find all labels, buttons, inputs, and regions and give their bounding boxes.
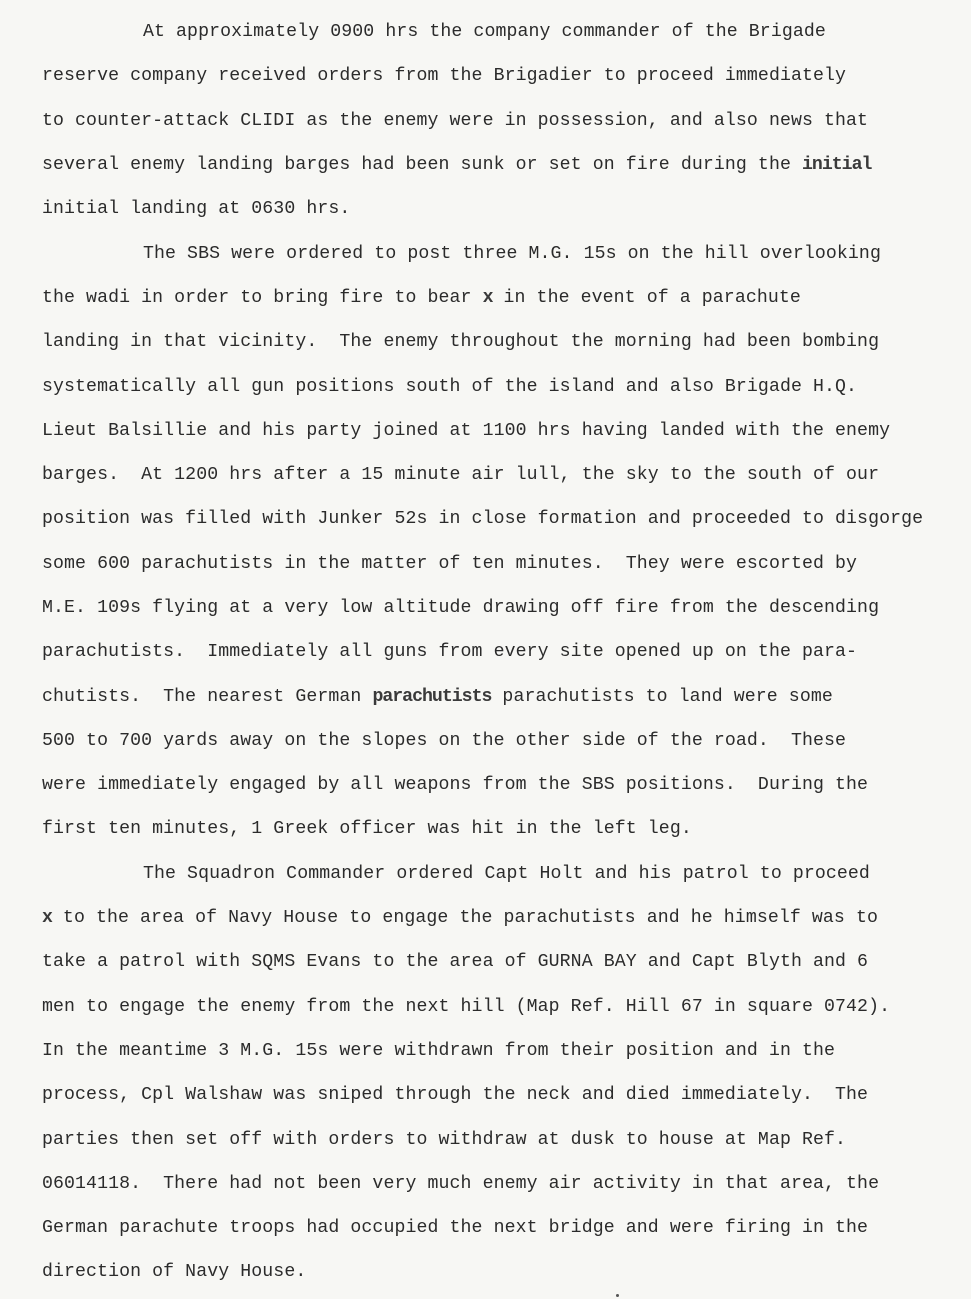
text-line: were immediately engaged by all weapons from the SBS positions. During the <box>42 775 869 796</box>
text-line: process, Cpl Walshaw was sniped through the neck and died immediately. The <box>42 1085 869 1106</box>
text-line: M.E. 109s flying at a very low altitude drawing off fire from the descending <box>42 598 880 618</box>
text-line: landing in that vicinity. The enemy throughout the morning had been bombing <box>42 332 880 353</box>
text-line: chutists. The nearest German parachutists parachutists to land were some <box>42 674 942 718</box>
struck-out-text: initial <box>802 155 872 176</box>
text-line: x to the area of Navy House to engage the parachutists and he himself was to <box>42 896 942 940</box>
text-line: In the meantime 3 M.G. 15s were withdrawn from their position and in the <box>42 1040 836 1061</box>
struck-out-text: parachutists <box>372 686 492 707</box>
document-body <box>42 10 942 1295</box>
text-line: 500 to 700 yards away on the slopes on the other side of the road. These <box>42 730 847 751</box>
paper-speck <box>616 1294 619 1297</box>
text-line: barges. At 1200 hrs after a 15 minute air lull, the sky to the south of our <box>42 465 880 486</box>
text-line: direction of Navy House. <box>42 1262 307 1283</box>
text-line: parachutists. Immediately all guns from every site opened up on the para- <box>42 642 858 663</box>
text-line: The SBS were ordered to post three M.G. 15s on the hill overlooking <box>143 243 881 264</box>
text-line: to counter-attack CLIDI as the enemy were in possession, and also news that <box>42 110 869 131</box>
text-line: 06014118. There had not been very much enemy air activity in that area, the <box>42 1173 880 1194</box>
text-line: take a patrol with SQMS Evans to the area of GURNA BAY and Capt Blyth and 6 <box>42 952 869 973</box>
text-line: position was filled with Junker 52s in close formation and proceeded to disgorge <box>42 509 924 530</box>
text-line: first ten minutes, 1 Greek officer was hit in the left leg. <box>42 819 692 840</box>
text-line: At approximately 0900 hrs the company commander of the Brigade <box>143 22 826 43</box>
text-line: some 600 parachutists in the matter of ten minutes. They were escorted by <box>42 553 858 574</box>
text-line: initial landing at 0630 hrs. <box>42 199 351 220</box>
text-line: parties then set off with orders to withdraw at dusk to house at Map Ref. <box>42 1129 847 1150</box>
text-line: systematically all gun positions south of the island and also Brigade H.Q. <box>42 376 858 397</box>
text-line: several enemy landing barges had been sunk or set on fire during the initial <box>42 143 942 187</box>
text-line: men to engage the enemy from the next hill (Map Ref. Hill 67 in square 0742). <box>42 996 891 1017</box>
struck-out-text: x <box>482 287 493 308</box>
text-line: The Squadron Commander ordered Capt Holt and his patrol to proceed <box>143 863 870 884</box>
text-line: reserve company received orders from the Brigadier to proceed immediately <box>42 66 847 87</box>
text-line: Lieut Balsillie and his party joined at 1100 hrs having landed with the enemy <box>42 420 891 441</box>
text-line: the wadi in order to bring fire to bear x in the event of a parachute <box>42 276 942 320</box>
struck-out-text: x <box>42 908 52 929</box>
text-line: German parachute troops had occupied the next bridge and were firing in the <box>42 1218 869 1239</box>
